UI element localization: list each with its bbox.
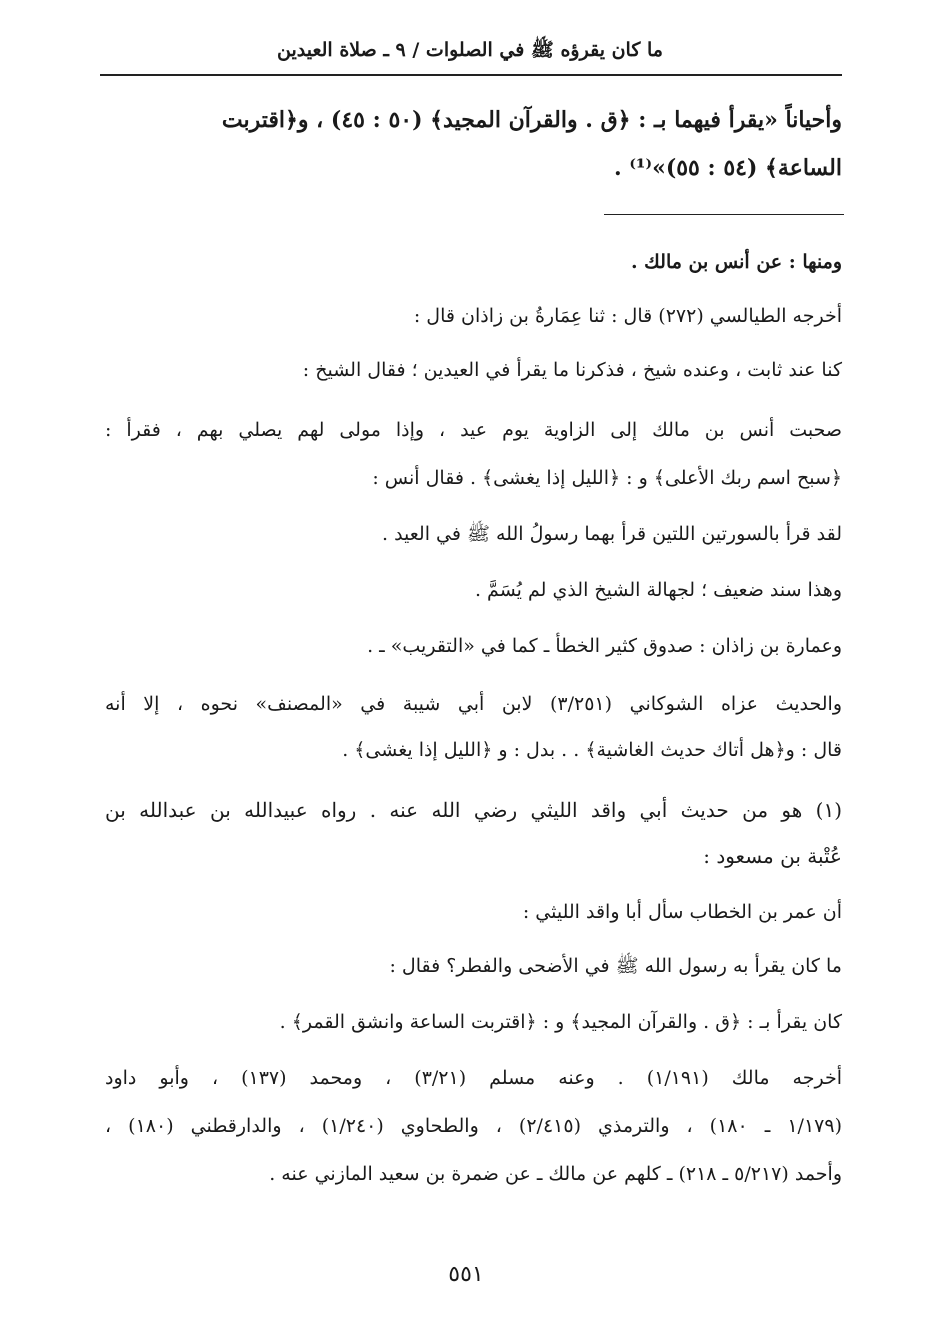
commentary-paragraph: والحديث عزاه الشوكاني (٣/٢٥١) لابن أبي شيبة في «المصنف» نحوه ، إلا أنه xyxy=(105,693,842,715)
commentary-paragraph: كنا عند ثابت ، وعنده شيخ ، فذكرنا ما يقرأ في العيدين ؛ فقال الشيخ : xyxy=(302,359,842,381)
footnote-line: كان يقرأ بـ : ﴿ق . والقرآن المجيد﴾ و : ﴿اقتربت الساعة وانشق القمر﴾ . xyxy=(279,1011,842,1033)
commentary-paragraph: ﴿سبح اسم ربك الأعلى﴾ و : ﴿الليل إذا يغشى﴾ . فقال أنس : xyxy=(372,467,842,489)
commentary-paragraph: أخرجه الطيالسي (٢٧٢) قال : ثنا عِمَارةُ بن زاذان قال : xyxy=(413,305,842,327)
page-number: ٥٥١ xyxy=(448,1262,484,1287)
main-text-line-1: وأحياناً «يقرأ فيهما بـ : ﴿ق . والقرآن المجيد﴾ (٥٠ : ٤٥) ، و﴿اقتربت xyxy=(221,107,842,133)
running-header: ما كان يقرؤه ﷺ في الصلوات / ٩ ـ صلاة العيدين xyxy=(277,39,663,61)
footnote-line: ما كان يقرأ به رسول الله ﷺ في الأضحى والفطر؟ فقال : xyxy=(389,955,842,977)
footnote-line: (١) هو من حديث أبي واقد الليثي رضي الله عنه . رواه عبيدالله بن عبدالله بن xyxy=(105,798,842,822)
section-divider xyxy=(604,214,844,215)
commentary-paragraph: لقد قرأ بالسورتين اللتين قرأ بهما رسولُ الله ﷺ في العيد . xyxy=(381,523,842,545)
commentary-heading: ومنها : عن أنس بن مالك . xyxy=(630,251,842,273)
footnote-line: (١/١٧٩ ـ ١٨٠) ، والترمذي (٢/٤١٥) ، والطحاوي (١/٢٤٠) ، والدارقطني (١٨٠) ، xyxy=(105,1115,842,1137)
footnote-line: أخرجه مالك (١/١٩١) . وعنه مسلم (٣/٢١) ، ومحمد (١٣٧) ، وأبو داود xyxy=(105,1067,842,1089)
footnote-line: وأحمد (٥/٢١٧ ـ ٢١٨) ـ كلهم عن مالك ـ عن ضمرة بن سعيد المازني عنه . xyxy=(269,1163,842,1185)
footnote-line: عُتْبة بن مسعود : xyxy=(703,844,842,868)
commentary-paragraph: وعمارة بن زاذان : صدوق كثير الخطأ ـ كما في «التقريب» ـ . xyxy=(367,635,842,657)
commentary-paragraph: وهذا سند ضعيف ؛ لجهالة الشيخ الذي لم يُسَمَّ . xyxy=(474,579,842,601)
footnote-line: أن عمر بن الخطاب سأل أبا واقد الليثي : xyxy=(522,901,842,923)
commentary-paragraph: صحبت أنس بن مالك إلى الزاوية يوم عيد ، وإذا مولى لهم يصلي بهم ، فقرأ : xyxy=(105,419,842,441)
main-text-line-2: الساعة﴾ (٥٤ : ٥٥)»⁽¹⁾ . xyxy=(614,155,842,181)
commentary-paragraph: قال : و﴿هل أتاك حديث الغاشية﴾ . . بدل : و ﴿الليل إذا يغشى﴾ . xyxy=(342,739,842,761)
header-divider xyxy=(100,74,842,76)
